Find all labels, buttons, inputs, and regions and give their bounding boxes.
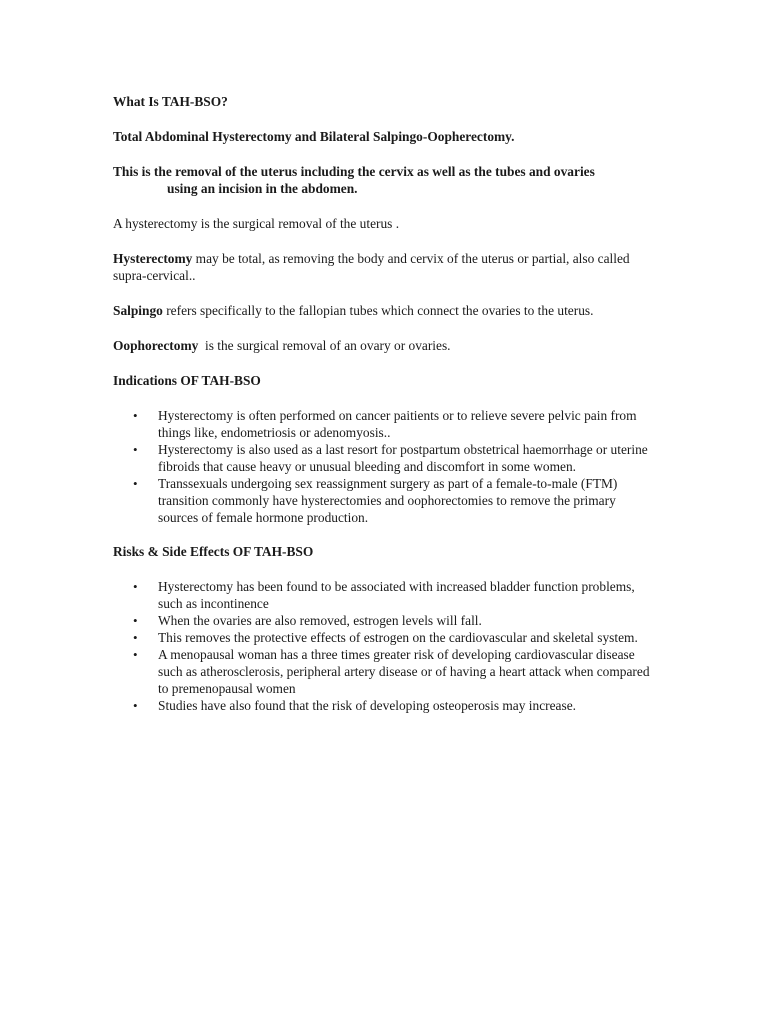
definition-line-1: This is the removal of the uterus including the cervix as well as the tubes and ovaries bbox=[113, 164, 595, 179]
bullet-icon: • bbox=[133, 698, 138, 713]
list-item-text: Hysterectomy is often performed on cancer paitients or to relieve severe pelvic pain from things like, endometriosis or adenomyosis.. bbox=[158, 408, 637, 440]
salpingo-text: refers specifically to the fallopian tubes which connect the ovaries to the uterus. bbox=[162, 303, 594, 318]
bullet-icon: • bbox=[133, 647, 138, 662]
list-item-text: When the ovaries are also removed, estrogen levels will fall. bbox=[158, 613, 482, 628]
salpingo-term: Salpingo bbox=[113, 303, 163, 318]
salpingo-paragraph bbox=[113, 302, 658, 319]
list-item-text: Hysterectomy has been found to be associated with increased bladder function problems, such as incontinence bbox=[158, 579, 635, 611]
hysterectomy-text: may be total, as removing the body and cervix of the uterus or partial, also called supra-cervical.. bbox=[113, 251, 630, 283]
list-item bbox=[113, 697, 658, 714]
list-item-text: This removes the protective effects of estrogen on the cardiovascular and skeletal system. bbox=[158, 630, 638, 645]
bullet-icon: • bbox=[133, 579, 138, 594]
document-page bbox=[113, 93, 658, 731]
risks-list bbox=[113, 578, 658, 714]
list-item bbox=[113, 475, 658, 526]
full-procedure-title: Total Abdominal Hysterectomy and Bilateral Salpingo-Oopherectomy. bbox=[113, 129, 515, 144]
hysterectomy-paragraph bbox=[113, 250, 658, 284]
hysterectomy-intro: A hysterectomy is the surgical removal of the uterus . bbox=[113, 216, 400, 231]
bullet-icon: • bbox=[133, 476, 138, 491]
definition-line-2: using an incision in the abdomen. bbox=[167, 181, 358, 196]
list-item-text: Transsexuals undergoing sex reassignment surgery as part of a female-to-male (FTM) transition commonly have hysterectomies and oophorectomies to remove the primary sources of female hormone production. bbox=[158, 476, 618, 525]
procedure-definition bbox=[113, 163, 658, 197]
list-item bbox=[113, 407, 658, 441]
list-item-text: A menopausal woman has a three times greater risk of developing cardiovascular disease such as atherosclerosis, peripheral artery disease or of having a heart attack when compared to premenopausal women bbox=[158, 647, 650, 696]
list-item bbox=[113, 646, 658, 697]
bullet-icon: • bbox=[133, 630, 138, 645]
bullet-icon: • bbox=[133, 408, 138, 423]
list-item bbox=[113, 612, 658, 629]
list-item bbox=[113, 629, 658, 646]
list-item-text: Studies have also found that the risk of developing osteoperosis may increase. bbox=[158, 698, 576, 713]
risks-heading: Risks & Side Effects OF TAH-BSO bbox=[113, 544, 314, 559]
list-item bbox=[113, 441, 658, 475]
oophorectomy-paragraph bbox=[113, 337, 658, 354]
question-title: What Is TAH-BSO? bbox=[113, 94, 228, 109]
oophorectomy-term: Oophorectomy bbox=[113, 338, 199, 353]
oophorectomy-text: is the surgical removal of an ovary or ovaries. bbox=[198, 338, 451, 353]
indications-list bbox=[113, 407, 658, 526]
hysterectomy-term: Hysterectomy bbox=[113, 251, 193, 266]
list-item-text: Hysterectomy is also used as a last resort for postpartum obstetrical haemorrhage or uterine fibroids that cause heavy or unusual bleeding and discomfort in some women. bbox=[158, 442, 648, 474]
bullet-icon: • bbox=[133, 442, 138, 457]
indications-heading: Indications OF TAH-BSO bbox=[113, 373, 261, 388]
bullet-icon: • bbox=[133, 613, 138, 628]
list-item bbox=[113, 578, 658, 612]
